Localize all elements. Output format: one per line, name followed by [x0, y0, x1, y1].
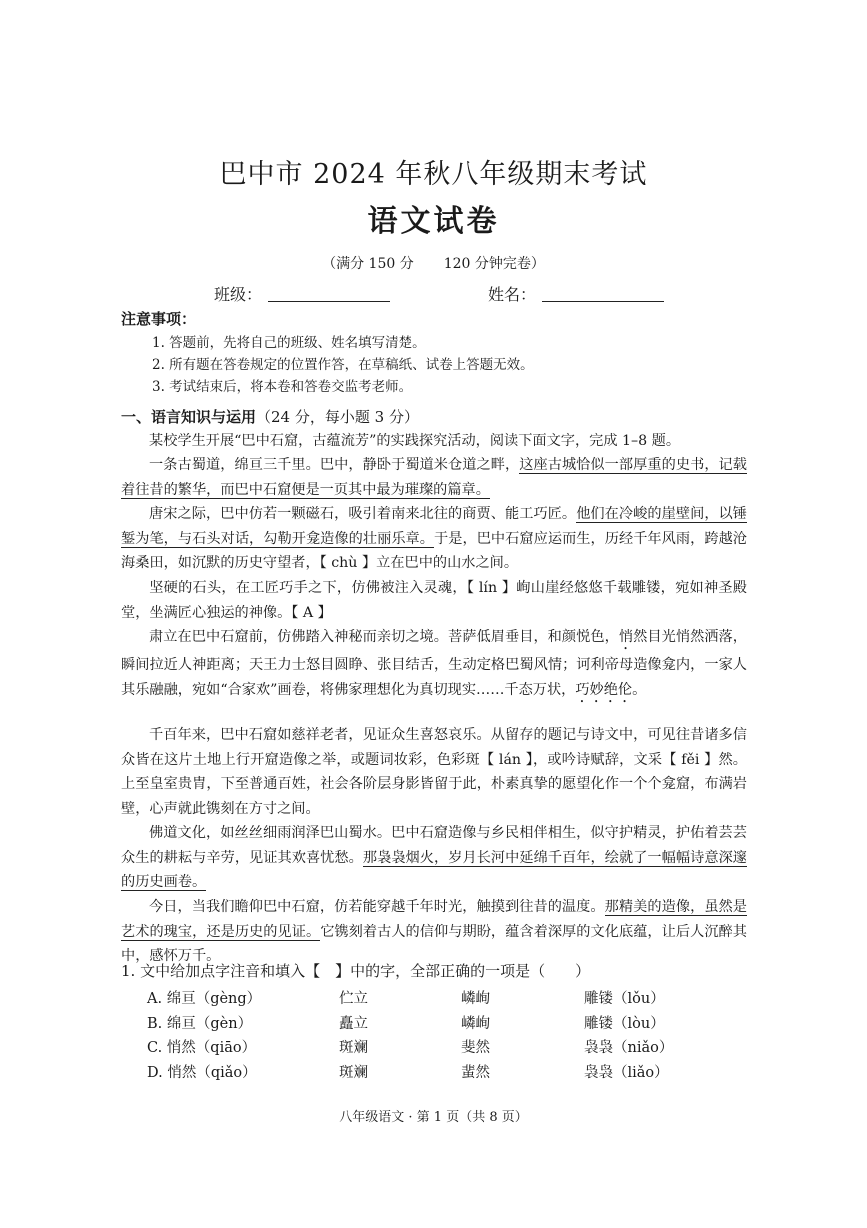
- passage-paragraph-3: [121, 576, 747, 625]
- passage-paragraph-2: [121, 502, 747, 576]
- dotted-char: 悄: [618, 629, 634, 645]
- dotted-phrase: 巧妙绝伦: [575, 681, 633, 698]
- name-field[interactable]: [488, 282, 664, 305]
- passage-paragraph-4: [121, 625, 747, 706]
- section-heading: [121, 406, 419, 427]
- page-footer: 八年级语文 · 第 1 页（共 8 页）: [339, 1110, 528, 1125]
- option-d-col2: 斑斓: [339, 1065, 368, 1081]
- p2-text-continued: 于是，巴中石窟应运而生，历经千年风雨，跨越沧海桑田，如沉默的历史守望者，【 chù 】立在巴中的山水之间。: [121, 530, 747, 571]
- option-a-col1[interactable]: A. 绵亘（gèng）: [147, 991, 262, 1007]
- p4-end: 。: [632, 681, 647, 698]
- p5-text: 千百年来，巴中石窟如慈祥老者，见证众生喜怒哀乐。从留存的题记与诗文中，可见往昔诸多信众皆在这片土地上行开窟造像之举，或题词妆彩，色彩斑【 lán 】，或吟诗赋辞，文采【 fěi 】然。上至皇室贵胄，下至普通百姓，社会各阶层身影皆留于此，朴素真挚的愿望化作一个个龛窟，布满岩壁，心声就此镌刻在方寸之间。: [121, 727, 747, 817]
- p7-underlined-sentence: 那精美的造像，虽然是艺术的瑰宝，还是历史的见证。: [121, 899, 747, 940]
- passage-paragraph-1: [121, 453, 747, 502]
- p4-text-continued: 然目光悄然洒落，瞬间拉近人神距离；天王力士怒目圆睁、张目结舌，生动定格巴蜀风情；诃利帝母造像龛内，一家人其乐融融，宛如“合家欢”画卷，将佛家理想化为真切现实……千态万状，: [121, 629, 747, 698]
- score-info: [0, 253, 867, 273]
- p1-underlined-sentence: 这座古城恰似一部厚重的史书，记载着往昔的繁华，而巴中石窟便是一页其中最为璀璨的篇章。: [121, 457, 747, 498]
- section-title: 一、语言知识与运用: [121, 408, 257, 426]
- notice-item: 2. 所有题在答卷规定的位置作答，在草稿纸、试卷上答题无效。: [152, 357, 534, 373]
- p6-underlined-sentence: 那袅袅烟火，岁月长河中延绵千百年，绘就了一幅幅诗意深邃的历史画卷。: [121, 849, 747, 890]
- notice-title: 注意事项：: [121, 310, 197, 328]
- p7-text: 今日，当我们瞻仰巴中石窟，仿若能穿越千年时光，触摸到往昔的温度。: [149, 899, 605, 915]
- exam-title: 巴中市 2024 年秋八年级期末考试: [219, 159, 648, 190]
- p4-text: 肃立在巴中石窟前，仿佛踏入神秘而亲切之境。菩萨低眉垂目，和颜悦色，: [149, 629, 619, 645]
- class-field[interactable]: [214, 282, 390, 305]
- question-1-stem: 1. 文中给加点字注音和填入【 】中的字，全部正确的一项是（ ）: [121, 962, 591, 980]
- option-c-col1[interactable]: C. 悄然（qiāo）: [147, 1040, 257, 1056]
- option-c-col4: 袅袅（niǎo）: [584, 1040, 674, 1056]
- intro-text: 某校学生开展“巴中石窟，古蕴流芳”的实践探究活动，阅读下面文字，完成 1–8 题。: [149, 433, 681, 449]
- option-d-col1[interactable]: D. 悄然（qiǎo）: [147, 1065, 257, 1081]
- p2-underlined-sentence: 他们在冷峻的崖壁间，以锤錾为笔，与石头对话，勾勒开龛造像的壮丽乐章。: [121, 506, 747, 547]
- class-label: 班级：: [214, 285, 263, 304]
- p3-text: 坚硬的石头，在工匠巧手之下，仿佛被注入灵魂，【 lín 】峋山崖经悠悠千载雕镂，宛如神圣殿堂，坐满匠心独运的神像。【 A 】: [121, 580, 747, 621]
- p6-text: 佛道文化，如丝丝细雨润泽巴山蜀水。巴中石窟造像与乡民相伴相生，似守护精灵，护佑着芸芸众生的耕耘与辛劳，见证其欢喜忧愁。: [121, 825, 747, 866]
- p2-text: 唐宋之际，巴中仿若一颗磁石，吸引着南来北往的商贾、能工巧匠。: [149, 506, 577, 522]
- notice-item: 3. 考试结束后，将本卷和答卷交监考老师。: [152, 379, 413, 395]
- section-points: （24 分，每小题 3 分）: [256, 408, 419, 426]
- option-b-col4: 雕镂（lòu）: [584, 1016, 665, 1032]
- option-d-col3: 蜚然: [461, 1065, 490, 1081]
- option-b-col2: 矗立: [339, 1016, 368, 1032]
- option-b-col3: 嶙峋: [461, 1016, 490, 1032]
- p1-text: 一条古蜀道，绵亘三千里。巴中，静卧于蜀道米仓道之畔，: [149, 457, 520, 473]
- p7-text-continued: 它镌刻着古人的信仰与期盼，蕴含着深厚的文化底蕴，让后人沉醉其中，感怀万千。: [121, 923, 747, 964]
- option-c-col2: 斑斓: [339, 1040, 368, 1056]
- class-blank[interactable]: [268, 287, 390, 302]
- passage-paragraph-6: [121, 821, 747, 895]
- name-blank[interactable]: [542, 287, 664, 302]
- passage-paragraph-7: [121, 895, 747, 969]
- exam-subtitle: 语文试卷: [367, 204, 500, 239]
- option-c-col3: 斐然: [461, 1040, 490, 1056]
- option-a-col2: 伫立: [339, 991, 368, 1007]
- time-limit: 120 分钟完卷）: [443, 256, 545, 272]
- notice-item: 1. 答题前，先将自己的班级、姓名填写清楚。: [152, 335, 426, 351]
- passage-paragraph-5: [121, 723, 747, 821]
- option-a-col3: 嶙峋: [461, 991, 490, 1007]
- full-score: （满分 150 分: [322, 256, 414, 272]
- option-b-col1[interactable]: B. 绵亘（gèn）: [147, 1016, 253, 1032]
- name-label: 姓名：: [488, 285, 537, 304]
- passage-intro: [121, 429, 747, 454]
- option-a-col4: 雕镂（lǒu）: [584, 991, 665, 1007]
- option-d-col4: 袅袅（liǎo）: [584, 1065, 669, 1081]
